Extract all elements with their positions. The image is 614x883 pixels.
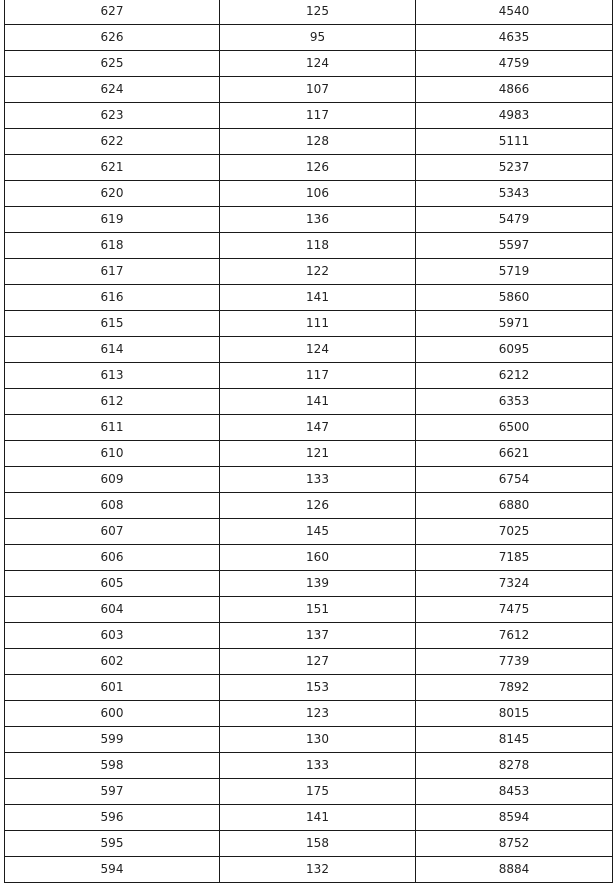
count-cell: 118 <box>220 233 416 259</box>
count-cell: 141 <box>220 805 416 831</box>
count-cell: 123 <box>220 701 416 727</box>
score-cell: 598 <box>5 753 220 779</box>
score-cell: 608 <box>5 493 220 519</box>
table-row <box>5 571 613 597</box>
table-row <box>5 363 613 389</box>
table-row <box>5 649 613 675</box>
table-row <box>5 129 613 155</box>
table-row <box>5 233 613 259</box>
score-cell: 601 <box>5 675 220 701</box>
score-cell: 599 <box>5 727 220 753</box>
score-cell: 602 <box>5 649 220 675</box>
cumulative-cell: 4866 <box>416 77 613 103</box>
cumulative-cell: 5597 <box>416 233 613 259</box>
table-row <box>5 805 613 831</box>
cumulative-cell: 4635 <box>416 25 613 51</box>
score-cell: 595 <box>5 831 220 857</box>
table-row <box>5 207 613 233</box>
cumulative-cell: 8884 <box>416 857 613 883</box>
cumulative-cell: 5111 <box>416 129 613 155</box>
table-row <box>5 623 613 649</box>
score-cell: 623 <box>5 103 220 129</box>
cumulative-cell: 5343 <box>416 181 613 207</box>
score-cell: 619 <box>5 207 220 233</box>
count-cell: 107 <box>220 77 416 103</box>
cumulative-cell: 4540 <box>416 0 613 25</box>
score-cell: 600 <box>5 701 220 727</box>
count-cell: 136 <box>220 207 416 233</box>
table-row <box>5 259 613 285</box>
cumulative-cell: 5860 <box>416 285 613 311</box>
count-cell: 141 <box>220 285 416 311</box>
count-cell: 151 <box>220 597 416 623</box>
table-row <box>5 155 613 181</box>
score-cell: 622 <box>5 129 220 155</box>
count-cell: 124 <box>220 337 416 363</box>
cumulative-cell: 5971 <box>416 311 613 337</box>
count-cell: 158 <box>220 831 416 857</box>
count-cell: 128 <box>220 129 416 155</box>
count-cell: 133 <box>220 467 416 493</box>
score-cell: 613 <box>5 363 220 389</box>
count-cell: 127 <box>220 649 416 675</box>
count-cell: 117 <box>220 363 416 389</box>
score-cell: 612 <box>5 389 220 415</box>
score-cell: 616 <box>5 285 220 311</box>
table-row <box>5 337 613 363</box>
score-cell: 609 <box>5 467 220 493</box>
table-row <box>5 415 613 441</box>
table-row <box>5 675 613 701</box>
score-cell: 620 <box>5 181 220 207</box>
cumulative-cell: 5237 <box>416 155 613 181</box>
count-cell: 133 <box>220 753 416 779</box>
count-cell: 122 <box>220 259 416 285</box>
cumulative-cell: 6500 <box>416 415 613 441</box>
count-cell: 153 <box>220 675 416 701</box>
cumulative-cell: 8145 <box>416 727 613 753</box>
cumulative-cell: 8594 <box>416 805 613 831</box>
table-row <box>5 779 613 805</box>
table-row <box>5 701 613 727</box>
score-cell: 618 <box>5 233 220 259</box>
table-row <box>5 467 613 493</box>
cumulative-cell: 4759 <box>416 51 613 77</box>
table-row <box>5 181 613 207</box>
table-row <box>5 831 613 857</box>
table-row <box>5 77 613 103</box>
table-row <box>5 857 613 883</box>
table-row <box>5 753 613 779</box>
table-body <box>5 0 613 883</box>
score-cell: 621 <box>5 155 220 181</box>
score-cell: 603 <box>5 623 220 649</box>
score-cell: 596 <box>5 805 220 831</box>
table-row <box>5 25 613 51</box>
count-cell: 130 <box>220 727 416 753</box>
cumulative-cell: 7185 <box>416 545 613 571</box>
count-cell: 124 <box>220 51 416 77</box>
cumulative-cell: 7612 <box>416 623 613 649</box>
cumulative-cell: 6212 <box>416 363 613 389</box>
table-row <box>5 103 613 129</box>
cumulative-cell: 6095 <box>416 337 613 363</box>
score-cell: 605 <box>5 571 220 597</box>
count-cell: 145 <box>220 519 416 545</box>
cumulative-cell: 8752 <box>416 831 613 857</box>
score-cell: 626 <box>5 25 220 51</box>
count-cell: 160 <box>220 545 416 571</box>
score-cell: 604 <box>5 597 220 623</box>
cumulative-cell: 6880 <box>416 493 613 519</box>
count-cell: 106 <box>220 181 416 207</box>
cumulative-cell: 6621 <box>416 441 613 467</box>
cumulative-cell: 6754 <box>416 467 613 493</box>
table-row <box>5 545 613 571</box>
count-cell: 126 <box>220 155 416 181</box>
count-cell: 141 <box>220 389 416 415</box>
score-distribution-table <box>4 0 613 883</box>
table-row <box>5 389 613 415</box>
cumulative-cell: 6353 <box>416 389 613 415</box>
table-row <box>5 51 613 77</box>
score-cell: 607 <box>5 519 220 545</box>
score-cell: 597 <box>5 779 220 805</box>
score-cell: 624 <box>5 77 220 103</box>
table-row <box>5 311 613 337</box>
table-row <box>5 0 613 25</box>
count-cell: 95 <box>220 25 416 51</box>
cumulative-cell: 8278 <box>416 753 613 779</box>
score-cell: 615 <box>5 311 220 337</box>
score-cell: 625 <box>5 51 220 77</box>
cumulative-cell: 8453 <box>416 779 613 805</box>
cumulative-cell: 7025 <box>416 519 613 545</box>
cumulative-cell: 5719 <box>416 259 613 285</box>
count-cell: 147 <box>220 415 416 441</box>
count-cell: 126 <box>220 493 416 519</box>
cumulative-cell: 7324 <box>416 571 613 597</box>
score-cell: 627 <box>5 0 220 25</box>
count-cell: 125 <box>220 0 416 25</box>
count-cell: 117 <box>220 103 416 129</box>
cumulative-cell: 5479 <box>416 207 613 233</box>
score-cell: 611 <box>5 415 220 441</box>
cumulative-cell: 4983 <box>416 103 613 129</box>
count-cell: 111 <box>220 311 416 337</box>
score-cell: 594 <box>5 857 220 883</box>
score-cell: 606 <box>5 545 220 571</box>
count-cell: 121 <box>220 441 416 467</box>
count-cell: 132 <box>220 857 416 883</box>
cumulative-cell: 7475 <box>416 597 613 623</box>
cumulative-cell: 7892 <box>416 675 613 701</box>
table-row <box>5 727 613 753</box>
score-cell: 610 <box>5 441 220 467</box>
table-row <box>5 519 613 545</box>
count-cell: 137 <box>220 623 416 649</box>
table-row <box>5 493 613 519</box>
table-row <box>5 285 613 311</box>
score-cell: 614 <box>5 337 220 363</box>
count-cell: 139 <box>220 571 416 597</box>
cumulative-cell: 8015 <box>416 701 613 727</box>
cumulative-cell: 7739 <box>416 649 613 675</box>
count-cell: 175 <box>220 779 416 805</box>
score-table-container <box>4 0 612 883</box>
table-row <box>5 441 613 467</box>
table-row <box>5 597 613 623</box>
score-cell: 617 <box>5 259 220 285</box>
